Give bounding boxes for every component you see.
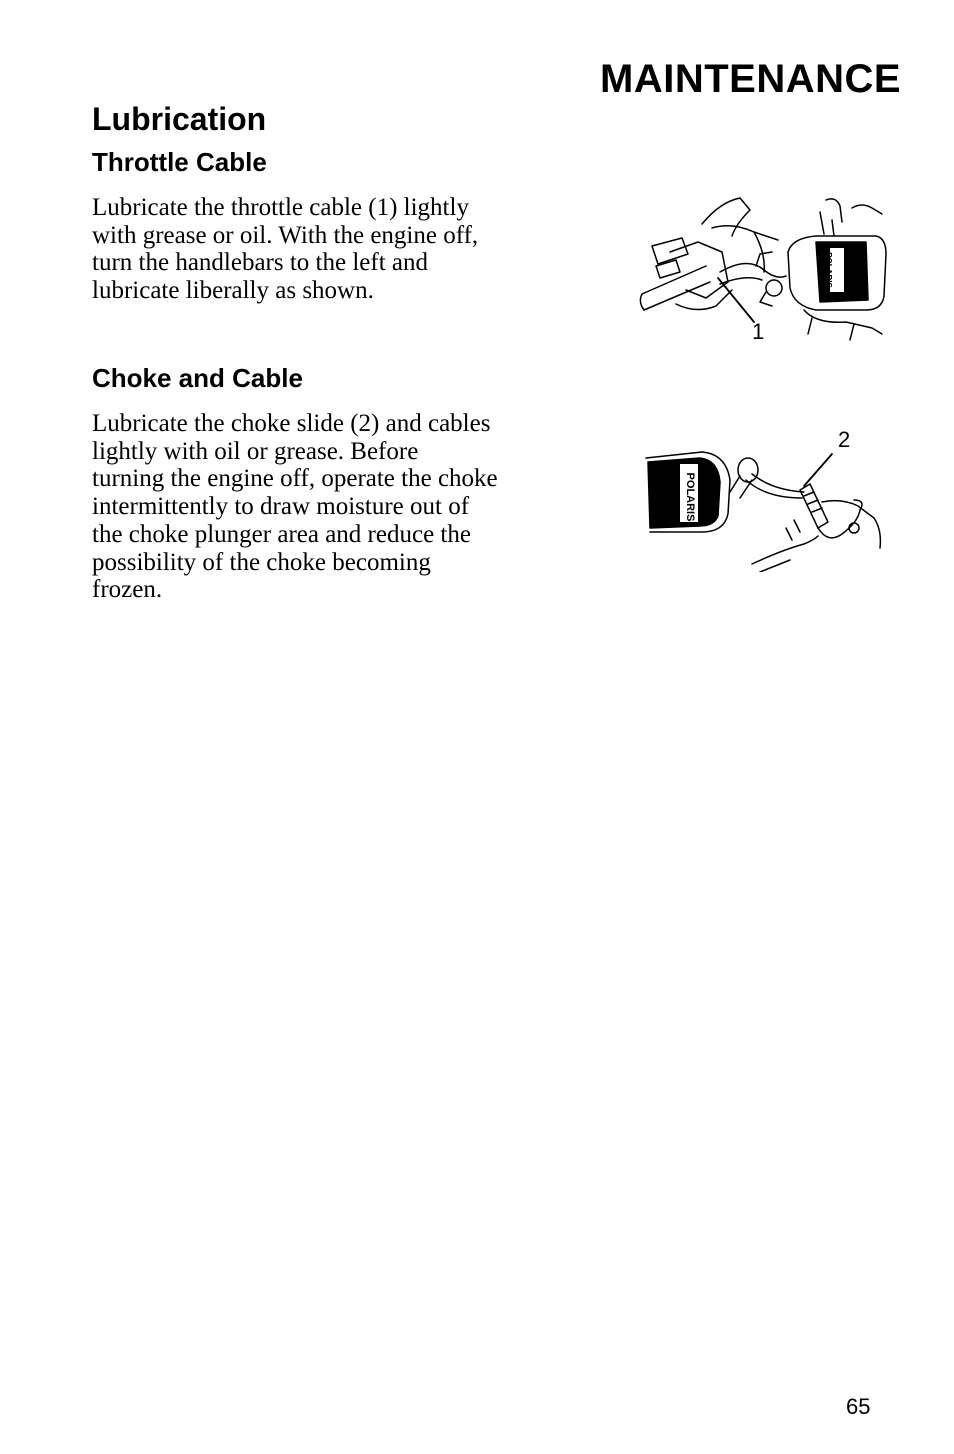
throttle-cable-text: Lubricate the throttle cable (1) lightly with grease or oil. With the engine off, turn the handlebars to the left and lubricate liberally as shown.: [92, 194, 479, 305]
section-title: Lubrication: [92, 101, 267, 137]
polaris-logo-throttle: [818, 250, 838, 290]
callout-2: 2: [838, 427, 851, 452]
choke-slide-illustration: [642, 440, 886, 572]
throttle-cable-heading: Throttle Cable: [92, 147, 267, 177]
callout-1: 1: [752, 319, 765, 344]
choke-cable-text: Lubricate the choke slide (2) and cables lightly with oil or grease. Before turning the engine off, operate the choke intermittently to draw moisture out of the choke plunger area and reduce the possibility of the choke becoming frozen.: [92, 410, 498, 604]
chapter-title: MAINTENANCE: [600, 57, 902, 101]
page-number: 65: [846, 1394, 871, 1419]
choke-cable-heading: Choke and Cable: [92, 363, 303, 393]
svg-text:POLARIS: POLARIS: [684, 472, 697, 522]
svg-text:POLARIS: POLARIS: [823, 252, 833, 288]
polaris-logo-choke: [680, 464, 700, 530]
